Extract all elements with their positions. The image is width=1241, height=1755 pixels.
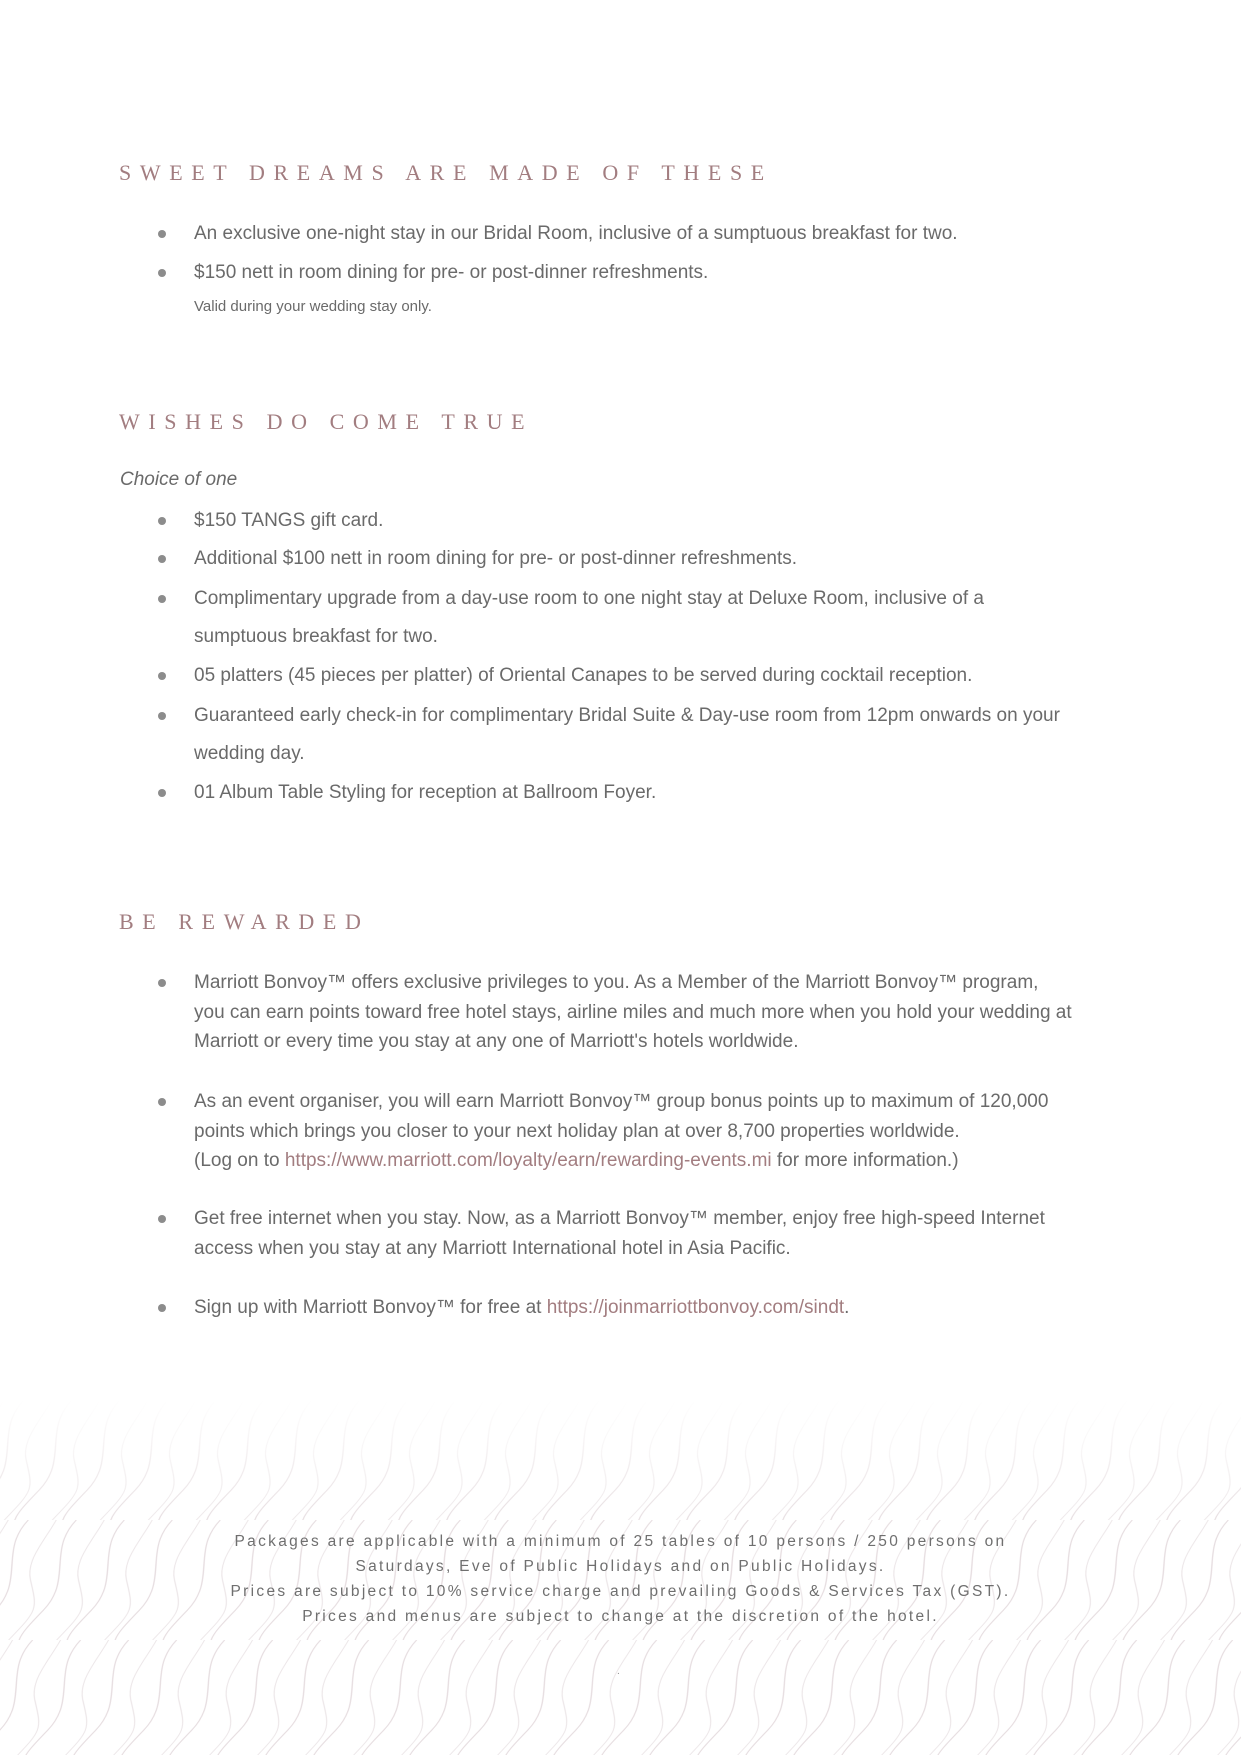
list-item-text: wedding day. (194, 743, 305, 764)
bullet-icon (158, 230, 166, 238)
list-item-text: 05 platters (45 pieces per platter) of Oriental Canapes to be served during cocktail reception. (194, 665, 973, 686)
bullet-icon (158, 712, 166, 720)
footer-terms: Packages are applicable with a minimum of 25 tables of 10 persons / 250 persons on Saturdays, Eve of Public Holidays and on Public Holidays. Prices are subject to 10% service charge and prevailing Goods & Services Tax (GST). Prices and menus are subject to change at the discretion of the hotel. (230, 1533, 1011, 1625)
list-item-text: Sign up with Marriott Bonvoy™ for free at https://joinmarriottbonvoy.com/sindt. (194, 1297, 850, 1318)
sweet-dreams-note: Valid during your wedding stay only. (194, 298, 432, 315)
list-item-text: 01 Album Table Styling for reception at Ballroom Foyer. (194, 782, 657, 803)
list-item-text: $150 TANGS gift card. (194, 510, 384, 531)
list-item-text: Get free internet when you stay. Now, as a Marriott Bonvoy™ member, enjoy free high-speed Internet access when you stay at any Marriott International hotel in Asia Pacific. (194, 1208, 1045, 1259)
section-title-wishes: WISHES DO COME TRUE (119, 409, 534, 434)
list-item-text: An exclusive one-night stay in our Bridal Room, inclusive of a sumptuous breakfast for two. (194, 223, 958, 244)
list-item-text: Complimentary upgrade from a day-use room to one night stay at Deluxe Room, inclusive of a (194, 588, 984, 609)
list-item-text: Marriott Bonvoy™ offers exclusive privileges to you. As a Member of the Marriott Bonvoy™ program, you can earn points toward free hotel stays, airline miles and much more when you hold your wedding at Marriott or every time you stay at any one of Marriott's hotels worldwide. (194, 972, 1072, 1052)
choice-intro: Choice of one (120, 469, 238, 490)
footer-dot: . (617, 1666, 620, 1677)
bullet-icon (158, 269, 166, 277)
bullet-icon (158, 979, 166, 987)
list-item-text: Additional $100 nett in room dining for pre- or post-dinner refreshments. (194, 548, 798, 569)
signup-link[interactable]: https://joinmarriottbonvoy.com/sindt (546, 1297, 845, 1318)
list-item-text: $150 nett in room dining for pre- or post-dinner refreshments. (194, 262, 709, 283)
bullet-icon (158, 555, 166, 563)
bullet-icon (158, 672, 166, 680)
section-title-rewarded: BE REWARDED (119, 909, 370, 934)
bullet-icon (158, 1304, 166, 1312)
bullet-icon (158, 517, 166, 525)
section-title-sweet-dreams: SWEET DREAMS ARE MADE OF THESE (119, 160, 773, 185)
bullet-icon (158, 1098, 166, 1106)
bullet-icon (158, 789, 166, 797)
bullet-icon (158, 595, 166, 603)
list-item-text: As an event organiser, you will earn Marriott Bonvoy™ group bonus points up to maximum of 120,000 points which brings you closer to your next holiday plan at over 8,700 properties worldwide. (Log on to https://www.marriott.com/loyalty/earn/rewarding-events.mi for more information.) (194, 1091, 1049, 1171)
bullet-icon (158, 1215, 166, 1223)
list-item-text: Guaranteed early check-in for complimentary Bridal Suite & Day-use room from 12pm onwards on your (194, 705, 1060, 726)
list-item-text: sumptuous breakfast for two. (194, 626, 438, 647)
rewarding-events-link[interactable]: https://www.marriott.com/loyalty/earn/rewarding-events.mi (284, 1150, 772, 1171)
